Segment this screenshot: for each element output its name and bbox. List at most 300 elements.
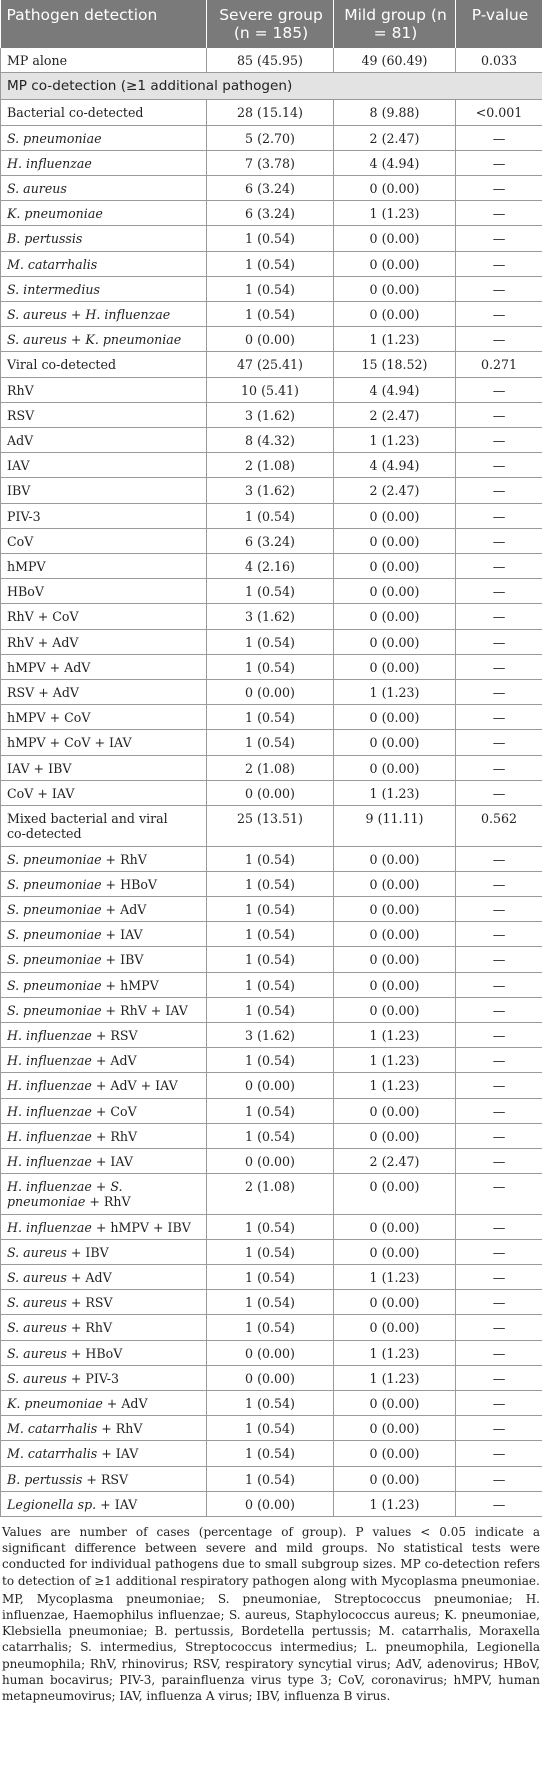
mild-value: 1 (1.23) [334,1048,456,1073]
table-row [1,1466,542,1491]
p-value: — [456,680,542,705]
p-value: 0.033 [456,48,542,73]
table-row [1,352,542,377]
pathogen-rest: + RhV + IAV [101,1002,188,1018]
pathogen-rest: + hMPV [101,977,159,993]
pathogen-rest: + IAV [96,1496,138,1512]
pathogen-label: Viral co-detected [1,352,207,377]
pathogen-rest: + IBV [66,1244,109,1260]
p-value: — [456,1491,542,1516]
severe-value: 1 (0.54) [207,579,334,604]
pathogen-label [1,1264,207,1289]
table-row [1,755,542,780]
severe-value: 4 (2.16) [207,554,334,579]
severe-value: 0 (0.00) [207,1073,334,1098]
p-value: — [456,1441,542,1466]
pathogen-label [1,1098,207,1123]
mild-value: 0 (0.00) [334,705,456,730]
table-row [1,1073,542,1098]
table-row [1,629,542,654]
mild-value: 9 (11.11) [334,806,456,846]
pathogen-italic-name: S. aureus [7,1295,67,1311]
mild-value: 2 (2.47) [334,478,456,503]
p-value: — [456,755,542,780]
p-value: — [456,579,542,604]
severe-value: 1 (0.54) [207,1048,334,1073]
p-value: — [456,1416,542,1441]
pathogen-label: HBoV [1,579,207,604]
table-row [1,1390,542,1415]
table-row [1,896,542,921]
severe-value: 85 (45.95) [207,48,334,73]
p-value: — [456,478,542,503]
p-value: — [456,125,542,150]
pathogen-label: S. aureus + H. influenzae [1,302,207,327]
pathogen-label: hMPV [1,554,207,579]
p-value: — [456,176,542,201]
severe-value: 0 (0.00) [207,780,334,805]
p-value: — [456,428,542,453]
mild-value: 0 (0.00) [334,1123,456,1148]
p-value: — [456,1123,542,1148]
p-value: — [456,730,542,755]
table-row [1,528,542,553]
mild-value: 0 (0.00) [334,1239,456,1264]
p-value: — [456,1290,542,1315]
severe-value: 2 (1.08) [207,755,334,780]
p-value: — [456,276,542,301]
mild-value: 0 (0.00) [334,947,456,972]
footnote-abbreviations: MP, Mycoplasma pneumoniae; S. pneumoniae, Streptococcus pneumoniae; H. influenzae, Haemophilus influenzae; S. aureus, Staphylococcus aureus; K. pneumoniae, Klebsiella pneumoniae; B. pertussis, Bordetella pertussis; M. catarrhalis, Moraxella catarrhalis; S. intermedius, Streptococcus intermedius; L. pneumophila, Legionella pneumophila; RhV, rhinovirus; RSV, respiratory syncytial virus; AdV, adenovirus; HBoV, human bocavirus; PIV-3, parainfluenza virus type 3; CoV, coronavirus; hMPV, human metapneumovirus; IAV, influenza A virus; IBV, influenza B virus. [2,1591,540,1704]
table-row [1,1098,542,1123]
pathogen-rest: + RSV [66,1295,113,1311]
severe-value: 1 (0.54) [207,226,334,251]
table-row [1,680,542,705]
pathogen-italic-name: S. aureus [7,1370,67,1386]
pathogen-rest: + IAV [101,927,143,943]
table-row [1,1315,542,1340]
severe-value: 1 (0.54) [207,629,334,654]
table-row [1,1048,542,1073]
table-row [1,705,542,730]
severe-value: 1 (0.54) [207,1390,334,1415]
pathogen-italic-name: H. influenzae [7,1128,92,1144]
pathogen-label: IAV [1,453,207,478]
pathogen-label [1,1022,207,1047]
pathogen-label [1,1174,207,1214]
table-row [1,654,542,679]
pathogen-label: MP alone [1,48,207,73]
pathogen-label: PIV-3 [1,503,207,528]
pathogen-label: IAV + IBV [1,755,207,780]
header-p-value: P-value [456,0,542,48]
p-value: <0.001 [456,100,542,125]
severe-value: 6 (3.24) [207,201,334,226]
pathogen-rest: + AdV [66,1269,112,1285]
pathogen-label: K. pneumoniae [1,201,207,226]
table-body [1,48,542,1516]
table-row [1,997,542,1022]
table-row [1,1491,542,1516]
table-row [1,1290,542,1315]
p-value: — [456,1022,542,1047]
pathogen-label: S. pneumoniae [1,125,207,150]
header-mild-group: Mild group (n = 81) [334,0,456,48]
pathogen-label: RhV [1,377,207,402]
severe-value: 0 (0.00) [207,1148,334,1173]
pathogen-italic-name: M. catarrhalis [7,1446,98,1462]
mild-value: 0 (0.00) [334,1466,456,1491]
table-row [1,947,542,972]
table-row [1,1174,542,1214]
section-row [1,73,542,100]
severe-value: 1 (0.54) [207,1290,334,1315]
table-row [1,402,542,427]
mild-value: 49 (60.49) [334,48,456,73]
pathogen-italic-name: H. influenzae [7,1053,92,1069]
table-row [1,554,542,579]
mild-value: 4 (4.94) [334,377,456,402]
mild-value: 15 (18.52) [334,352,456,377]
table-row [1,1214,542,1239]
pathogen-rest: + IAV [97,1446,139,1462]
table-row [1,846,542,871]
pathogen-label: AdV [1,428,207,453]
severe-value: 1 (0.54) [207,654,334,679]
severe-value: 1 (0.54) [207,896,334,921]
pathogen-label: CoV [1,528,207,553]
pathogen-label [1,972,207,997]
pathogen-label: IBV [1,478,207,503]
pathogen-italic-name: B. pertussis [7,1471,83,1487]
severe-value: 1 (0.54) [207,503,334,528]
table-row [1,48,542,73]
table-footnotes [0,1517,542,1704]
p-value: — [456,654,542,679]
mild-value: 0 (0.00) [334,528,456,553]
table-row [1,1416,542,1441]
table-row [1,226,542,251]
pathogen-label: RhV + CoV [1,604,207,629]
mild-value: 1 (1.23) [334,1365,456,1390]
table-row [1,1365,542,1390]
table-row [1,377,542,402]
pathogen-label [1,1315,207,1340]
severe-value: 1 (0.54) [207,1098,334,1123]
mild-value: 0 (0.00) [334,629,456,654]
table-row [1,1441,542,1466]
pathogen-label [1,1365,207,1390]
pathogen-rest: + CoV [91,1103,137,1119]
severe-value: 1 (0.54) [207,1466,334,1491]
mild-value: 0 (0.00) [334,846,456,871]
table-row [1,478,542,503]
pathogen-label: RSV [1,402,207,427]
mild-value: 4 (4.94) [334,150,456,175]
severe-value: 0 (0.00) [207,1491,334,1516]
pathogen-italic-name: H. influenzae [7,1103,92,1119]
mild-value: 0 (0.00) [334,1441,456,1466]
severe-value: 3 (1.62) [207,402,334,427]
mild-value: 2 (2.47) [334,402,456,427]
p-value: — [456,402,542,427]
severe-value: 6 (3.24) [207,176,334,201]
mild-value: 0 (0.00) [334,226,456,251]
severe-value: 6 (3.24) [207,528,334,553]
table-row [1,251,542,276]
severe-value: 2 (1.08) [207,1174,334,1214]
pathogen-italic-name: S. aureus [7,1244,67,1260]
mild-value: 0 (0.00) [334,1290,456,1315]
mild-value: 0 (0.00) [334,251,456,276]
pathogen-rest: + RSV [82,1471,129,1487]
severe-value: 1 (0.54) [207,1441,334,1466]
p-value: — [456,922,542,947]
table-row [1,100,542,125]
pathogen-label: S. aureus + K. pneumoniae [1,327,207,352]
pathogen-rest: + HBoV [101,876,158,892]
pathogen-label [1,846,207,871]
mild-value: 0 (0.00) [334,1174,456,1214]
p-value: — [456,251,542,276]
p-value: — [456,327,542,352]
severe-value: 1 (0.54) [207,251,334,276]
severe-value: 3 (1.62) [207,604,334,629]
mild-value: 2 (2.47) [334,1148,456,1173]
p-value: — [456,896,542,921]
severe-value: 1 (0.54) [207,1264,334,1289]
pathogen-rest: + RhV [101,851,147,867]
p-value: — [456,1073,542,1098]
p-value: — [456,1390,542,1415]
pathogen-rest: + IAV [91,1153,133,1169]
table-row [1,428,542,453]
severe-value: 25 (13.51) [207,806,334,846]
severe-value: 1 (0.54) [207,302,334,327]
mild-value: 0 (0.00) [334,302,456,327]
p-value: — [456,1174,542,1214]
p-value: — [456,1315,542,1340]
mild-value: 0 (0.00) [334,276,456,301]
pathogen-rest: + HBoV [66,1345,123,1361]
pathogen-italic-name: H. influenzae [7,1027,92,1043]
pathogen-italic-name: S. aureus [7,1320,67,1336]
mild-value: 0 (0.00) [334,604,456,629]
severe-value: 0 (0.00) [207,1340,334,1365]
mild-value: 1 (1.23) [334,1264,456,1289]
pathogen-italic-name: H. influenzae + S. pneumoniae [7,1179,123,1210]
pathogen-rest: + AdV [102,1395,148,1411]
pathogen-rest: + AdV + IAV [91,1078,178,1094]
mild-value: 0 (0.00) [334,503,456,528]
table-row [1,1264,542,1289]
pathogen-italic-name: S. pneumoniae [7,927,102,943]
p-value: — [456,1239,542,1264]
p-value: — [456,201,542,226]
pathogen-label [1,1123,207,1148]
severe-value: 1 (0.54) [207,1315,334,1340]
mild-value: 1 (1.23) [334,1491,456,1516]
pathogen-label: M. catarrhalis [1,251,207,276]
severe-value: 1 (0.54) [207,276,334,301]
pathogen-label: hMPV + CoV + IAV [1,730,207,755]
pathogen-label [1,1048,207,1073]
pathogen-rest: + IBV [101,952,144,968]
p-value: — [456,528,542,553]
severe-value: 1 (0.54) [207,997,334,1022]
pathogen-label [1,997,207,1022]
p-value: — [456,705,542,730]
p-value: — [456,554,542,579]
pathogen-italic-name: K. pneumoniae [7,1395,103,1411]
table-row [1,276,542,301]
mild-value: 4 (4.94) [334,453,456,478]
pathogen-italic-name: S. pneumoniae [7,977,102,993]
severe-value: 1 (0.54) [207,1214,334,1239]
severe-value: 3 (1.62) [207,1022,334,1047]
pathogen-label [1,1416,207,1441]
mild-value: 0 (0.00) [334,1416,456,1441]
header-severe-group: Severe group (n = 185) [207,0,334,48]
table-row [1,150,542,175]
mild-value: 1 (1.23) [334,680,456,705]
p-value: — [456,604,542,629]
table-row [1,604,542,629]
pathogen-italic-name: S. pneumoniae [7,851,102,867]
mild-value: 1 (1.23) [334,428,456,453]
pathogen-rest: + RSV [91,1027,138,1043]
p-value: — [456,150,542,175]
mild-value: 0 (0.00) [334,554,456,579]
p-value: — [456,302,542,327]
table-row [1,176,542,201]
pathogen-rest: + AdV [91,1053,137,1069]
header-row [1,0,542,48]
severe-value: 5 (2.70) [207,125,334,150]
p-value: — [456,1365,542,1390]
table-row [1,1123,542,1148]
p-value: — [456,629,542,654]
severe-value: 1 (0.54) [207,730,334,755]
table-row [1,302,542,327]
pathogen-label: hMPV + CoV [1,705,207,730]
p-value: — [456,1098,542,1123]
pathogen-rest: + AdV [101,901,147,917]
pathogen-rest: + RhV [97,1421,143,1437]
table-row [1,1239,542,1264]
mild-value: 1 (1.23) [334,1022,456,1047]
mild-value: 0 (0.00) [334,755,456,780]
mild-value: 0 (0.00) [334,1214,456,1239]
pathogen-label [1,896,207,921]
severe-value: 0 (0.00) [207,680,334,705]
mild-value: 1 (1.23) [334,1340,456,1365]
mild-value: 0 (0.00) [334,1315,456,1340]
pathogen-label [1,1441,207,1466]
pathogen-italic-name: M. catarrhalis [7,1421,98,1437]
severe-value: 1 (0.54) [207,947,334,972]
p-value: — [456,503,542,528]
table-header [1,0,542,48]
pathogen-label: RhV + AdV [1,629,207,654]
p-value: — [456,947,542,972]
p-value: — [456,1264,542,1289]
pathogen-italic-name: S. pneumoniae [7,901,102,917]
table-row [1,780,542,805]
pathogen-label: H. influenzae [1,150,207,175]
severe-value: 1 (0.54) [207,922,334,947]
mild-value: 0 (0.00) [334,579,456,604]
severe-value: 1 (0.54) [207,846,334,871]
p-value: — [456,1466,542,1491]
p-value: — [456,780,542,805]
mild-value: 8 (9.88) [334,100,456,125]
pathogen-italic-name: S. pneumoniae [7,952,102,968]
mild-value: 0 (0.00) [334,654,456,679]
pathogen-italic-name: Legionella sp. [7,1496,97,1512]
p-value: — [456,846,542,871]
severe-value: 1 (0.54) [207,871,334,896]
severe-value: 1 (0.54) [207,1239,334,1264]
pathogen-rest: + RhV [91,1128,138,1144]
pathogen-label [1,1239,207,1264]
p-value: — [456,871,542,896]
pathogen-label [1,871,207,896]
pathogen-label [1,1148,207,1173]
pathogen-italic-name: H. influenzae [7,1153,92,1169]
pathogen-label: Mixed bacterial and viral co-detected [1,806,207,846]
pathogen-label [1,922,207,947]
table-row [1,806,542,846]
severe-value: 28 (15.14) [207,100,334,125]
footnote-values: Values are number of cases (percentage of group). P values < 0.05 indicate a significant difference between severe and mild groups. No statistical tests were conducted for individual pathogens due to small subgroup sizes. MP co-detection refers to detection of ≥1 additional respiratory pathogen along with Mycoplasma pneumoniae. [2,1524,540,1588]
pathogen-rest: + hMPV + IBV [91,1219,191,1235]
pathogen-rest: + RhV [66,1320,113,1336]
p-value: — [456,453,542,478]
mild-value: 0 (0.00) [334,871,456,896]
table-row [1,201,542,226]
pathogen-label [1,1491,207,1516]
pathogen-italic-name: S. aureus [7,1269,67,1285]
table-row [1,972,542,997]
pathogen-label [1,947,207,972]
mild-value: 1 (1.23) [334,201,456,226]
pathogen-label [1,1290,207,1315]
pathogen-italic-name: H. influenzae [7,1078,92,1094]
pathogen-italic-name: S. pneumoniae [7,876,102,892]
section-label: MP co-detection (≥1 additional pathogen) [1,73,542,100]
mild-value: 0 (0.00) [334,1390,456,1415]
p-value: — [456,377,542,402]
p-value: — [456,997,542,1022]
severe-value: 1 (0.54) [207,972,334,997]
p-value: — [456,972,542,997]
mild-value: 2 (2.47) [334,125,456,150]
severe-value: 0 (0.00) [207,327,334,352]
mild-value: 1 (1.23) [334,780,456,805]
severe-value: 10 (5.41) [207,377,334,402]
p-value: 0.271 [456,352,542,377]
pathogen-label [1,1390,207,1415]
severe-value: 1 (0.54) [207,1416,334,1441]
table-row [1,579,542,604]
p-value: — [456,1148,542,1173]
mild-value: 0 (0.00) [334,997,456,1022]
severe-value: 2 (1.08) [207,453,334,478]
table-row [1,1022,542,1047]
p-value: — [456,1214,542,1239]
mild-value: 1 (1.23) [334,327,456,352]
